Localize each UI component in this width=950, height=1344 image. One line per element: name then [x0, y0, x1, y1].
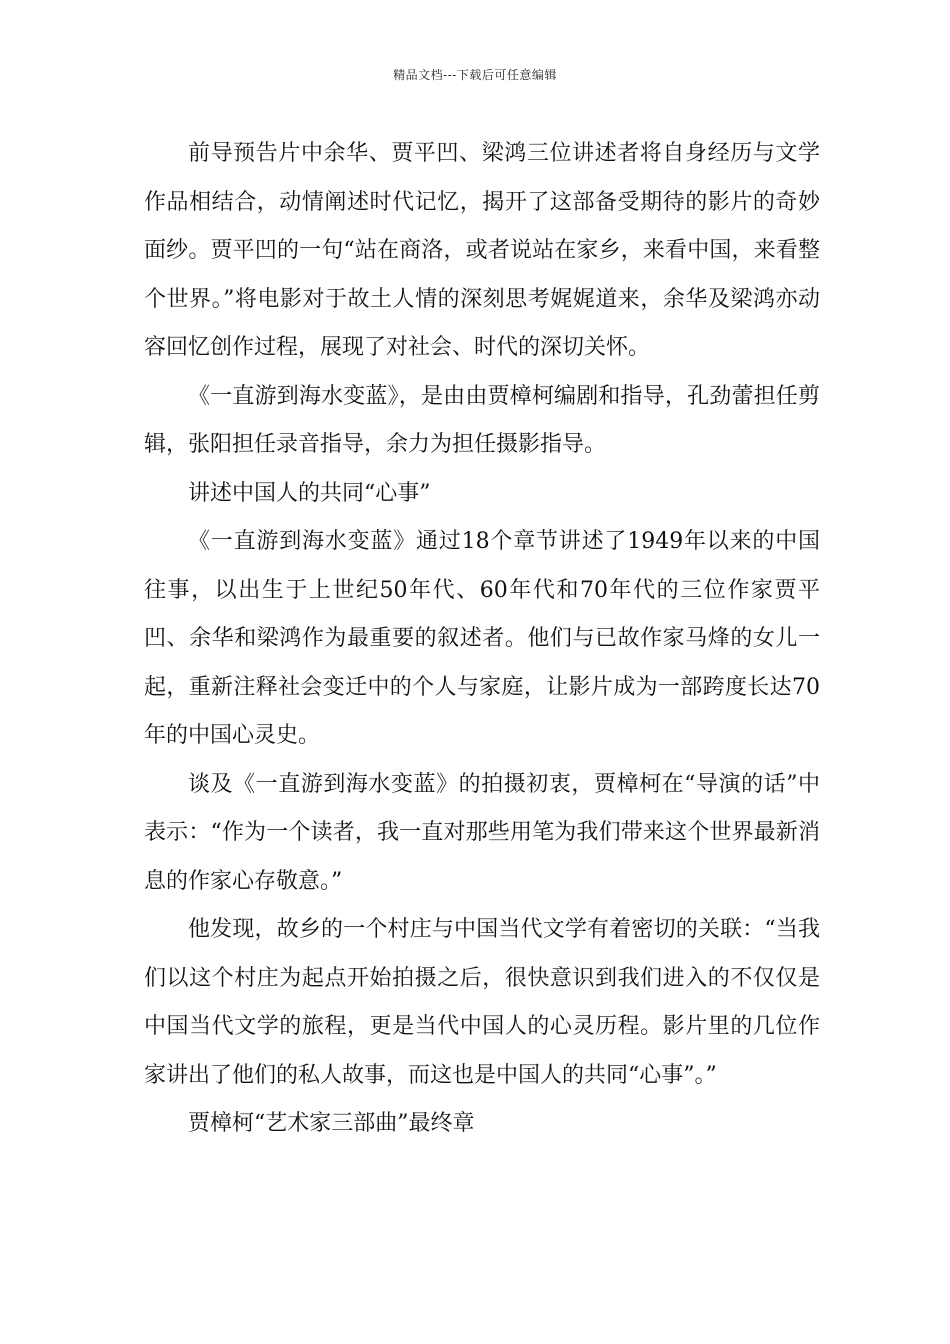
- page-header: 精品文档---下载后可任意编辑: [393, 68, 557, 82]
- paragraph-chapters: 《一直游到海水变蓝》通过18个章节讲述了1949年以来的中国往事，以出生于上世纪50年代、60年代和70年代的三位作家贾平凹、余华和梁鸿作为最重要的叙述者。他们与已故作家马烽的女儿一起，重新注释社会变迁中的个人与家庭，让影片成为一部跨度长达70年的中国心灵史。: [144, 529, 820, 748]
- paragraph-director-words: 谈及《一直游到海水变蓝》的拍摄初衷，贾樟柯在“导演的话”中表示：“作为一个读者，我一直对那些用笔为我们带来这个世界最新消息的作家心存敬意。”: [144, 771, 820, 894]
- paragraph-credits: 《一直游到海水变蓝》，是由由贾樟柯编剧和指导，孔劲蕾担任剪辑，张阳担任录音指导，余力为担任摄影指导。: [144, 383, 820, 457]
- paragraph-village: 他发现，故乡的一个村庄与中国当代文学有着密切的关联：“当我们以这个村庄为起点开始拍摄之后，很快意识到我们进入的不仅仅是中国当代文学的旅程，更是当代中国人的心灵历程。影片里的几位作家讲出了他们的私人故事，而这也是中国人的共同“心事”。”: [144, 917, 820, 1088]
- document-body: [144, 130, 820, 1149]
- paragraph-trailer-intro: 前导预告片中余华、贾平凹、梁鸿三位讲述者将自身经历与文学作品相结合，动情阐述时代记忆，揭开了这部备受期待的影片的奇妙面纱。贾平凹的一句“站在商洛，或者说站在家乡，来看中国，来看整个世界。”将电影对于故土人情的深刻思考娓娓道来，余华及梁鸿亦动容回忆创作过程，展现了对社会、时代的深切关怀。: [144, 141, 820, 360]
- section-heading-trilogy: 贾樟柯“艺术家三部曲”最终章: [188, 1111, 475, 1136]
- section-heading-shared-heart: 讲述中国人的共同“心事”: [188, 480, 431, 506]
